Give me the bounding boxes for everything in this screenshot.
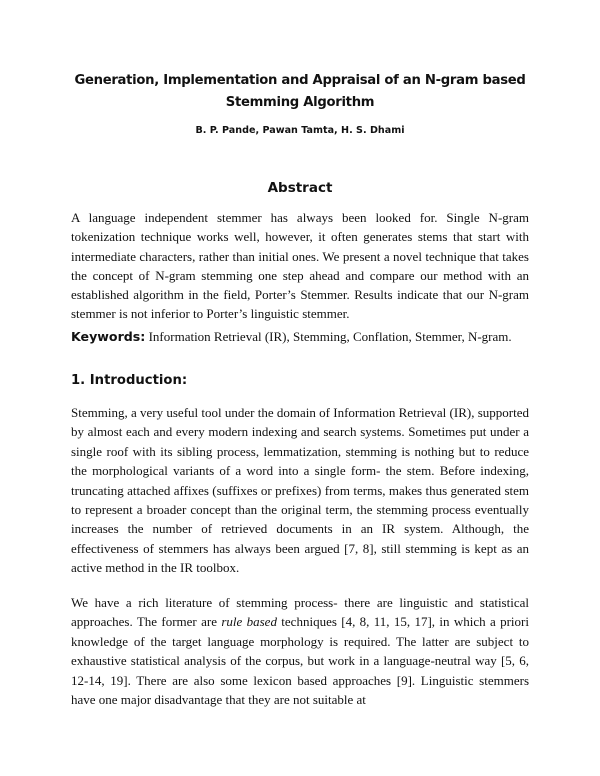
abstract-heading: Abstract xyxy=(267,180,333,196)
paper-title-line-2: Stemming Algorithm xyxy=(225,95,375,110)
keywords-line xyxy=(71,328,541,346)
paper-title-line-1: Generation, Implementation and Appraisal of an N-gram based xyxy=(74,73,526,88)
keywords-text: Information Retrieval (IR), Stemming, Conflation, Stemmer, N-gram. xyxy=(145,329,512,344)
intro-paragraph-2 xyxy=(71,593,529,709)
intro-paragraph-2-part-2: techniques [4, 8, 11, 15, 17], in which a priori knowledge of the target language morphology is required. The latter are subject to exhaustive statistical analysis of the corpus, but work in a language-neutral way [5, 6, 12-14, 19]. There are also some lexicon based approaches [9]. Linguistic stemmers have one major disadvantage that they are not suitable at xyxy=(71,614,529,708)
intro-paragraph-2-italic: rule based xyxy=(221,614,277,630)
paper-authors: B. P. Pande, Pawan Tamta, H. S. Dhami xyxy=(195,125,405,136)
section-heading-introduction: 1. Introduction: xyxy=(71,373,188,388)
intro-paragraph-2-part-1: We have a rich literature of stemming process- there are linguistic and statistical approaches. The former are xyxy=(71,595,529,630)
abstract-text: A language independent stemmer has always been looked for. Single N-gram tokenization technique works well, however, it often generates stems that start with intermediate characters, rather than initial ones. We present a novel technique that takes the concept of N-gram stemming one step ahead and compare our method with an established algorithm in the field, Porter’s Stemmer. Results indicate that our N-gram stemmer is not inferior to Porter’s linguistic stemmer. xyxy=(71,210,529,322)
intro-paragraph-1: Stemming, a very useful tool under the domain of Information Retrieval (IR), supported by almost each and every modern indexing and search systems. Sometimes put under a single roof with its sibling process, lemmatization, stemming is nothing but to reduce the morphological variants of a word into a single form- the stem. Before indexing, truncating attached affixes (suffixes or prefixes) from terms, makes thus generated stem to represent a broader concept than the original term, the stemming process eventually increases the number of retrieved documents in an IR system. Although, the effectiveness of stemmers has always been argued [7, 8], still stemming is kept as an active method in the IR toolbox. xyxy=(71,405,529,576)
keywords-label: Keywords: xyxy=(71,329,146,344)
paper-title xyxy=(60,70,540,114)
